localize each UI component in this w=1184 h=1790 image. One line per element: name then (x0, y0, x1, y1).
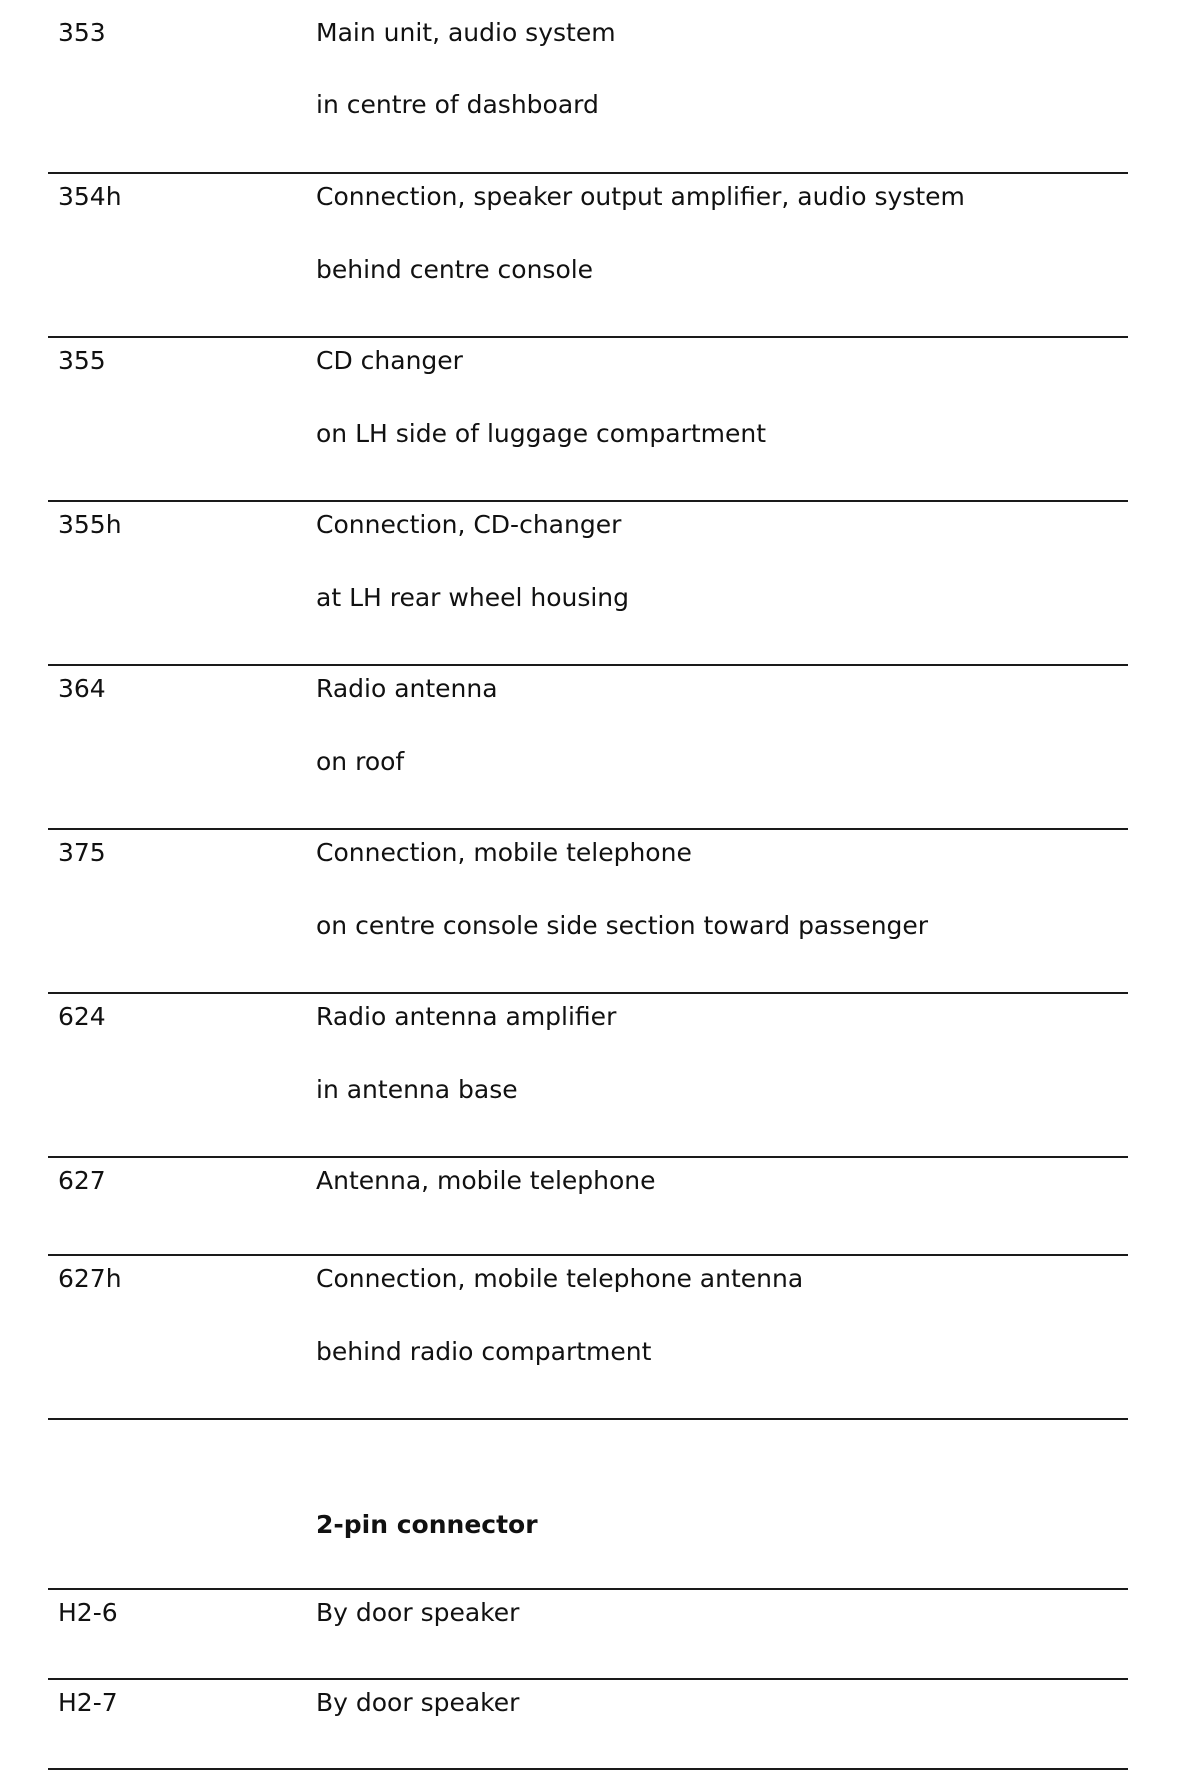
component-location: at LH rear wheel housing (316, 583, 630, 612)
row-divider (48, 1156, 1128, 1158)
row-divider (48, 1768, 1128, 1770)
component-description: Connection, CD-changer (316, 510, 622, 539)
component-description: Radio antenna (316, 674, 498, 703)
connector-code: H2-6 (58, 1598, 118, 1627)
component-location: behind centre console (316, 255, 594, 284)
component-location: on LH side of luggage compartment (316, 419, 767, 448)
row-divider (48, 336, 1128, 338)
component-code: 353 (58, 18, 106, 47)
component-location: in antenna base (316, 1075, 518, 1104)
row-divider (48, 1678, 1128, 1680)
row-divider (48, 1254, 1128, 1256)
row-divider (48, 172, 1128, 174)
component-description: Antenna, mobile telephone (316, 1166, 656, 1195)
row-divider (48, 500, 1128, 502)
component-description: Connection, speaker output amplifier, audio system (316, 182, 965, 211)
connector-code: H2-7 (58, 1688, 118, 1717)
component-description: Connection, mobile telephone (316, 838, 692, 867)
component-code: 354h (58, 182, 122, 211)
component-description: Radio antenna amplifier (316, 1002, 617, 1031)
component-code: 624 (58, 1002, 106, 1031)
row-divider (48, 1418, 1128, 1420)
component-location: on roof (316, 747, 405, 776)
component-location: behind radio compartment (316, 1337, 652, 1366)
component-code: 627h (58, 1264, 122, 1293)
component-description: CD changer (316, 346, 463, 375)
connector-location: By door speaker (316, 1598, 520, 1627)
component-code: 355h (58, 510, 122, 539)
component-code: 355 (58, 346, 106, 375)
row-divider (48, 664, 1128, 666)
component-code: 375 (58, 838, 106, 867)
component-description: Connection, mobile telephone antenna (316, 1264, 804, 1293)
connector-location: By door speaker (316, 1688, 520, 1717)
component-location: in centre of dashboard (316, 90, 599, 119)
row-divider (48, 828, 1128, 830)
row-divider (48, 992, 1128, 994)
row-divider (48, 1588, 1128, 1590)
component-location: on centre console side section toward passenger (316, 911, 929, 940)
component-code: 627 (58, 1166, 106, 1195)
component-code: 364 (58, 674, 106, 703)
component-description: Main unit, audio system (316, 18, 616, 47)
section-heading: 2-pin connector (316, 1510, 538, 1539)
